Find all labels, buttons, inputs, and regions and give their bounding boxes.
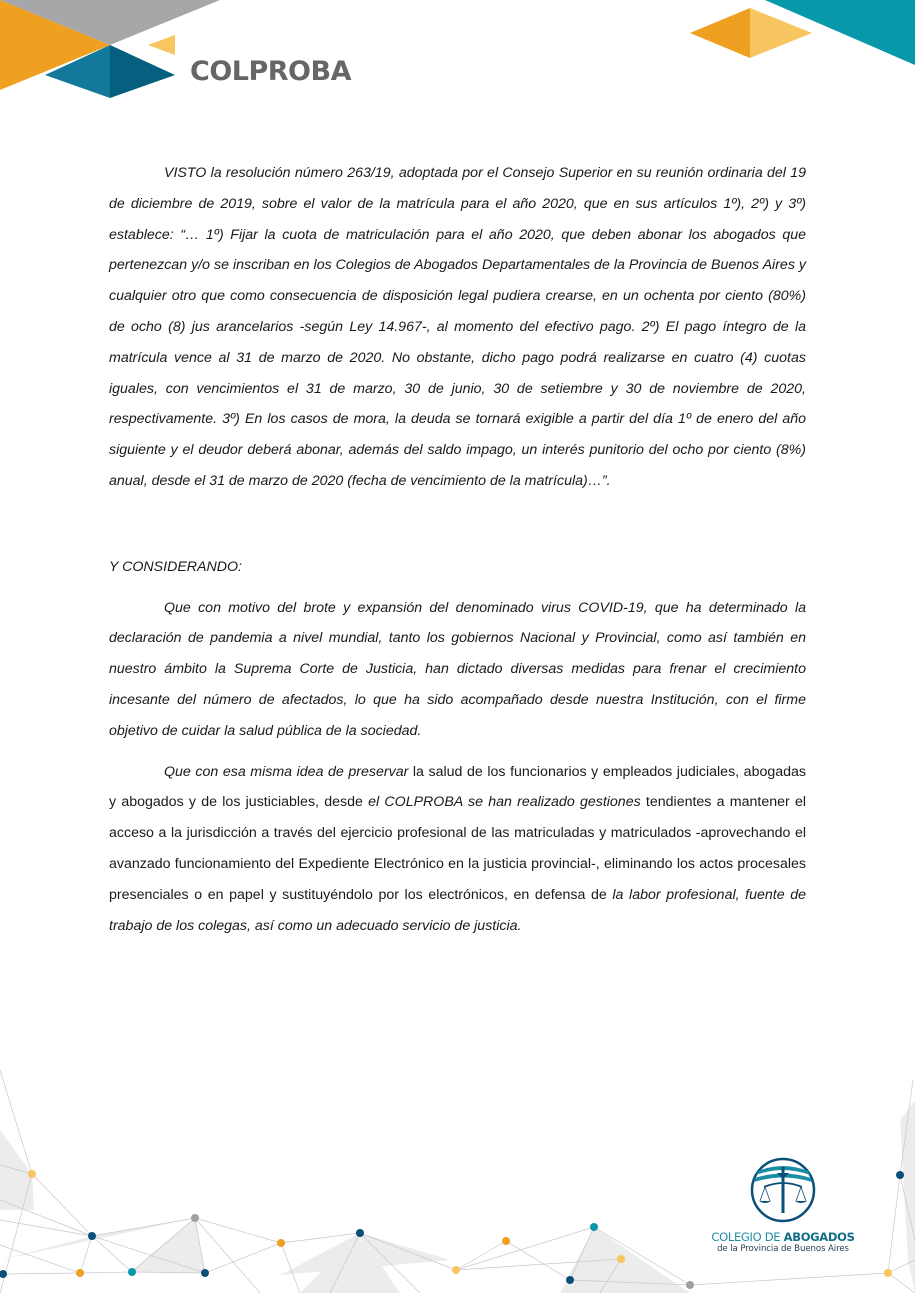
colegio-abogados-logo: [708, 1157, 858, 1254]
network-node: [88, 1232, 96, 1240]
network-node: [884, 1269, 892, 1277]
heading-considerando: [109, 552, 806, 583]
brand-logo-text: COLPROBA: [190, 56, 351, 87]
considerando-text: Y CONSIDERANDO:: [109, 558, 242, 575]
network-node: [502, 1237, 510, 1245]
logo-title-bold: ABOGADOS: [783, 1230, 855, 1244]
logo-title-regular: COLEGIO DE: [711, 1230, 784, 1244]
segment-italic-3: la labor profesional, fuente de trabajo de los colegas, así como un adecuado servicio de justicia.: [109, 886, 806, 934]
network-node: [76, 1269, 84, 1277]
network-node: [128, 1268, 136, 1276]
segment-regular-2: tendientes a mantener el acceso a la jurisdicción a través del ejercicio profesional de las matriculadas y matriculados -aprovechando el avanzado funcionamiento del Expediente Electrónico en la justicia provincial-, eliminando los actos procesales presenciales o en papel y sustituyéndolo por los electrónicos, en defensa de: [109, 794, 807, 903]
covid-text: Que con motivo del brote y expansión del denominado virus COVID-19, que ha determinado la declaración de pandemia a nivel mundial, tanto los gobiernos Nacional y Provincial, como así también en nuestro ámbito la Suprema Corte de Justicia, han dictado diversas medidas para frenar el crecimiento incesante del número de afectados, lo que ha sido acompañado desde nuestra Institución, con el firme objetivo de cuidar la salud pública de la sociedad.: [109, 599, 806, 739]
segment-italic-1: Que con esa misma idea de preservar: [164, 763, 409, 780]
network-node: [201, 1269, 209, 1277]
paragraph-visto: [109, 158, 806, 497]
right-orange-diamond-left-shape: [690, 8, 750, 58]
light-orange-triangle-shape: [148, 35, 175, 55]
network-node: [566, 1276, 574, 1284]
network-node: [356, 1229, 364, 1237]
network-node: [686, 1281, 694, 1289]
scales-of-justice-icon: [750, 1157, 816, 1223]
network-node: [191, 1214, 199, 1222]
network-node: [617, 1255, 625, 1263]
network-node: [590, 1223, 598, 1231]
network-node: [896, 1171, 904, 1179]
header-decoration: [0, 0, 915, 110]
document-body: [109, 158, 806, 941]
segment-italic-2: el COLPROBA se han realizado gestiones: [368, 794, 641, 811]
network-node: [277, 1239, 285, 1247]
network-node: [28, 1170, 36, 1178]
logo-subtitle: de la Provincia de Buenos Aires: [717, 1244, 849, 1254]
network-node: [452, 1266, 460, 1274]
segment-regular-1: la salud de los funcionarios y empleados judiciales, abogadas y abogados y de los justiciables, desde: [109, 763, 807, 811]
logo-title: [708, 1230, 858, 1244]
paragraph-covid: [109, 593, 806, 747]
teal-diamond-right-shape: [110, 45, 175, 98]
paragraph-preservar: [109, 757, 806, 942]
visto-text: VISTO la resolución número 263/19, adoptada por el Consejo Superior en su reunión ordinaria del 19 de diciembre de 2019, sobre el valor de la matrícula para el año 2020, que en sus artículos 1º), 2º) y 3º) establece: “… 1º) Fijar la cuota de matriculación para el año 2020, que deben abonar los abogados que pertenezcan y/o se inscriban en los Colegios de Abogados Departamentales de la Provincia de Buenos Aires y cualquier otro que como consecuencia de disposición legal pudiera crearse, en un ochenta por ciento (80%) de ocho (8) jus arancelarios -según Ley 14.967-, al momento del efectivo pago. 2º) El pago íntegro de la matrícula vence al 31 de marzo de 2020. No obstante, dicho pago podrá realizarse en cuatro (4) cuotas iguales, con vencimientos el 31 de marzo, 30 de junio, 30 de setiembre y 30 de noviembre de 2020, respectivamente. 3º) En los casos de mora, la deuda se tornará exigible a partir del día 1º de enero del año siguiente y el deudor deberá abonar, además del saldo impago, un interés punitorio del ocho por ciento (8%) anual, desde el 31 de marzo de 2020 (fecha de vencimiento de la matrícula)…”.: [109, 165, 806, 489]
